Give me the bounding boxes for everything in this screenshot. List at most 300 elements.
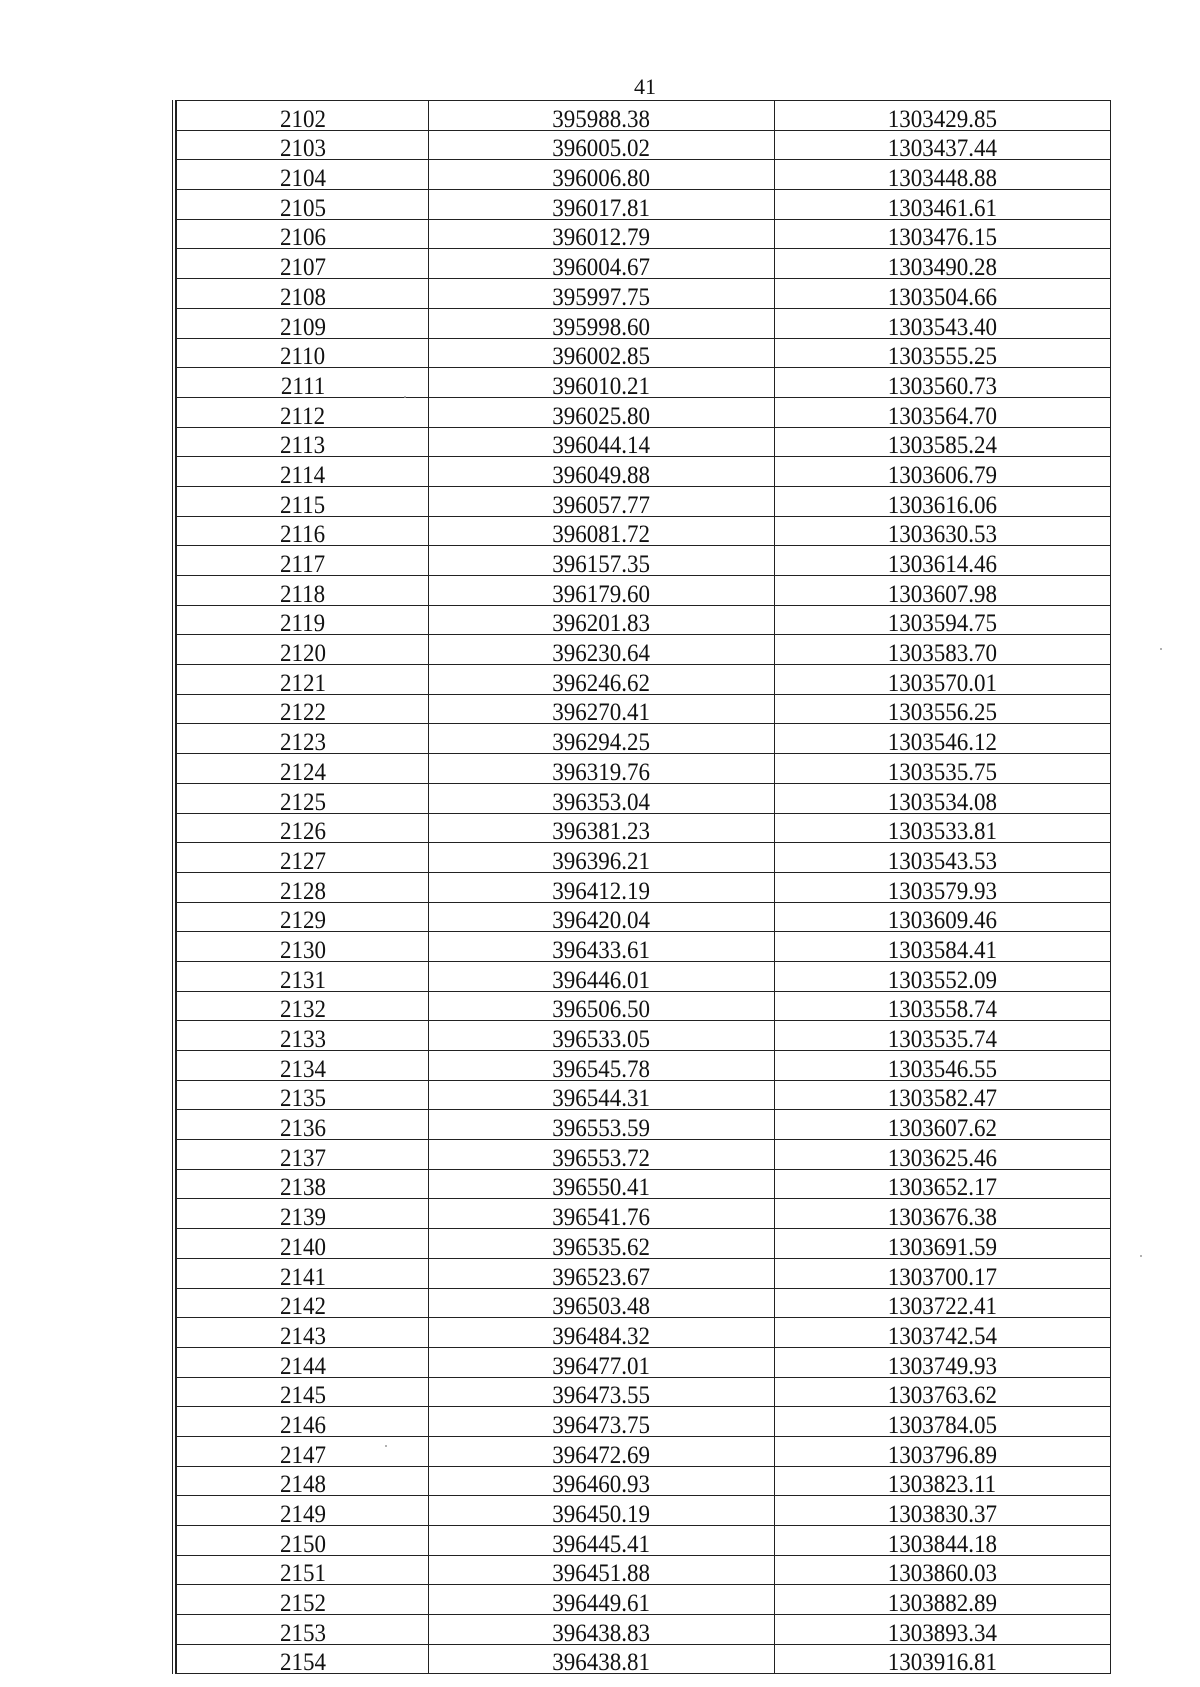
y-coordinate-cell-text: 1303652.17 bbox=[887, 1174, 997, 1199]
table-row bbox=[177, 101, 1111, 131]
y-coordinate-cell bbox=[774, 1466, 1110, 1496]
point-number-cell bbox=[177, 1526, 429, 1556]
scan-speck bbox=[404, 396, 406, 398]
x-coordinate-cell bbox=[429, 872, 775, 902]
y-coordinate-cell-text: 1303558.74 bbox=[887, 996, 997, 1021]
x-coordinate-cell bbox=[429, 605, 775, 635]
point-number-cell bbox=[177, 1555, 429, 1585]
y-coordinate-cell-text: 1303609.46 bbox=[887, 907, 997, 932]
point-number-cell-text: 2120 bbox=[279, 640, 326, 665]
point-number-cell-text: 2142 bbox=[279, 1293, 326, 1318]
x-coordinate-cell-text: 396230.64 bbox=[552, 640, 651, 665]
point-number-cell bbox=[177, 338, 429, 368]
x-coordinate-cell-text: 396057.77 bbox=[552, 491, 651, 517]
y-coordinate-cell bbox=[774, 546, 1110, 576]
table-row bbox=[177, 279, 1111, 309]
y-coordinate-cell-text: 1303630.53 bbox=[887, 521, 997, 546]
y-coordinate-cell bbox=[774, 1347, 1110, 1377]
y-coordinate-cell bbox=[774, 1407, 1110, 1437]
table-row bbox=[177, 1258, 1111, 1288]
point-number-cell bbox=[177, 783, 429, 813]
table-row bbox=[177, 1140, 1111, 1170]
table-row bbox=[177, 843, 1111, 873]
table-row bbox=[177, 546, 1111, 576]
y-coordinate-cell bbox=[774, 190, 1110, 220]
point-number-cell bbox=[177, 1436, 429, 1466]
point-number-cell-text: 2116 bbox=[280, 521, 326, 546]
point-number-cell-text: 2115 bbox=[280, 491, 326, 517]
y-coordinate-cell bbox=[774, 1229, 1110, 1259]
point-number-cell-text: 2152 bbox=[279, 1590, 326, 1615]
table-row bbox=[177, 1169, 1111, 1199]
table-row bbox=[177, 308, 1111, 338]
x-coordinate-cell bbox=[429, 635, 775, 665]
y-coordinate-cell bbox=[774, 872, 1110, 902]
x-coordinate-cell bbox=[429, 546, 775, 576]
point-number-cell bbox=[177, 101, 429, 131]
point-number-cell-text: 2107 bbox=[279, 254, 326, 279]
x-coordinate-cell bbox=[429, 724, 775, 754]
y-coordinate-cell bbox=[774, 1199, 1110, 1229]
x-coordinate-cell-text: 396472.69 bbox=[552, 1441, 651, 1467]
point-number-cell-text: 2123 bbox=[279, 729, 326, 754]
x-coordinate-cell-text: 396157.35 bbox=[552, 551, 651, 576]
x-coordinate-cell-text: 396353.04 bbox=[552, 788, 651, 813]
x-coordinate-cell-text: 396081.72 bbox=[552, 521, 651, 546]
y-coordinate-cell-text: 1303676.38 bbox=[887, 1204, 997, 1229]
point-number-cell bbox=[177, 576, 429, 606]
table-row bbox=[177, 991, 1111, 1021]
point-number-cell bbox=[177, 605, 429, 635]
y-coordinate-cell bbox=[774, 1555, 1110, 1585]
table-row bbox=[177, 1555, 1111, 1585]
y-coordinate-cell bbox=[774, 1169, 1110, 1199]
x-coordinate-cell bbox=[429, 368, 775, 398]
y-coordinate-cell-text: 1303543.40 bbox=[887, 313, 997, 338]
x-coordinate-cell-text: 396420.04 bbox=[552, 907, 651, 932]
y-coordinate-cell-text: 1303490.28 bbox=[887, 254, 997, 279]
x-coordinate-cell-text: 396319.76 bbox=[552, 758, 651, 784]
x-coordinate-cell-text: 396460.93 bbox=[552, 1471, 651, 1496]
x-coordinate-cell-text: 396004.67 bbox=[552, 254, 651, 279]
x-coordinate-cell-text: 396533.05 bbox=[552, 1026, 651, 1051]
x-coordinate-cell bbox=[429, 1496, 775, 1526]
point-number-cell bbox=[177, 1199, 429, 1229]
point-number-cell bbox=[177, 813, 429, 843]
y-coordinate-cell-text: 1303535.74 bbox=[887, 1026, 997, 1051]
x-coordinate-cell bbox=[429, 1377, 775, 1407]
y-coordinate-cell-text: 1303555.25 bbox=[887, 343, 997, 368]
table-row bbox=[177, 694, 1111, 724]
y-coordinate-cell-text: 1303543.53 bbox=[887, 847, 997, 873]
y-coordinate-cell-text: 1303742.54 bbox=[887, 1322, 997, 1348]
table-row bbox=[177, 486, 1111, 516]
point-number-cell-text: 2124 bbox=[279, 758, 326, 784]
y-coordinate-cell-text: 1303700.17 bbox=[887, 1263, 997, 1288]
point-number-cell bbox=[177, 872, 429, 902]
y-coordinate-cell-text: 1303606.79 bbox=[887, 461, 997, 487]
x-coordinate-cell bbox=[429, 338, 775, 368]
x-coordinate-cell bbox=[429, 1466, 775, 1496]
table-row bbox=[177, 1347, 1111, 1377]
point-number-cell-text: 2137 bbox=[279, 1144, 326, 1170]
point-number-cell bbox=[177, 546, 429, 576]
point-number-cell-text: 2106 bbox=[279, 224, 326, 249]
x-coordinate-cell-text: 396433.61 bbox=[552, 936, 651, 962]
table-row bbox=[177, 427, 1111, 457]
y-coordinate-cell-text: 1303560.73 bbox=[887, 372, 997, 398]
y-coordinate-cell bbox=[774, 249, 1110, 279]
point-number-cell bbox=[177, 486, 429, 516]
x-coordinate-cell-text: 396523.67 bbox=[552, 1263, 651, 1288]
point-number-cell-text: 2144 bbox=[279, 1352, 326, 1378]
y-coordinate-cell bbox=[774, 961, 1110, 991]
y-coordinate-cell-text: 1303533.81 bbox=[887, 818, 997, 843]
point-number-cell bbox=[177, 1347, 429, 1377]
y-coordinate-cell-text: 1303583.70 bbox=[887, 640, 997, 665]
x-coordinate-cell bbox=[429, 1615, 775, 1645]
y-coordinate-cell-text: 1303607.98 bbox=[887, 580, 997, 606]
y-coordinate-cell-text: 1303893.34 bbox=[887, 1619, 997, 1645]
coordinate-table bbox=[172, 100, 1111, 1674]
point-number-cell bbox=[177, 130, 429, 160]
x-coordinate-cell bbox=[429, 1169, 775, 1199]
point-number-cell bbox=[177, 160, 429, 190]
table-row bbox=[177, 338, 1111, 368]
x-coordinate-cell-text: 396438.81 bbox=[552, 1649, 651, 1674]
x-coordinate-cell-text: 396450.19 bbox=[552, 1501, 651, 1526]
y-coordinate-cell-text: 1303584.41 bbox=[887, 936, 997, 962]
x-coordinate-cell-text: 396550.41 bbox=[552, 1174, 651, 1199]
table-row bbox=[177, 724, 1111, 754]
point-number-cell bbox=[177, 308, 429, 338]
y-coordinate-cell-text: 1303796.89 bbox=[887, 1441, 997, 1467]
point-number-cell bbox=[177, 1258, 429, 1288]
x-coordinate-cell bbox=[429, 1407, 775, 1437]
table-row bbox=[177, 397, 1111, 427]
y-coordinate-cell bbox=[774, 576, 1110, 606]
scan-speck bbox=[1140, 1255, 1142, 1257]
point-number-cell bbox=[177, 219, 429, 249]
point-number-cell bbox=[177, 991, 429, 1021]
point-number-cell bbox=[177, 1466, 429, 1496]
point-number-cell-text: 2150 bbox=[279, 1530, 326, 1556]
point-number-cell bbox=[177, 1080, 429, 1110]
y-coordinate-cell bbox=[774, 665, 1110, 695]
point-number-cell bbox=[177, 1407, 429, 1437]
table-row bbox=[177, 1436, 1111, 1466]
table-row bbox=[177, 1110, 1111, 1140]
table-row bbox=[177, 932, 1111, 962]
point-number-cell-text: 2154 bbox=[279, 1649, 326, 1674]
point-number-cell bbox=[177, 397, 429, 427]
x-coordinate-cell bbox=[429, 754, 775, 784]
point-number-cell bbox=[177, 1140, 429, 1170]
y-coordinate-cell bbox=[774, 160, 1110, 190]
point-number-cell bbox=[177, 1585, 429, 1615]
table-row bbox=[177, 1615, 1111, 1645]
y-coordinate-cell bbox=[774, 1110, 1110, 1140]
table-row bbox=[177, 576, 1111, 606]
x-coordinate-cell-text: 396438.83 bbox=[552, 1619, 651, 1645]
point-number-cell-text: 2140 bbox=[279, 1233, 326, 1259]
x-coordinate-cell bbox=[429, 1318, 775, 1348]
x-coordinate-cell bbox=[429, 1199, 775, 1229]
x-coordinate-cell bbox=[429, 308, 775, 338]
point-number-cell-text: 2119 bbox=[280, 610, 326, 635]
table-row bbox=[177, 872, 1111, 902]
point-number-cell-text: 2112 bbox=[280, 402, 326, 428]
point-number-cell bbox=[177, 1615, 429, 1645]
y-coordinate-cell bbox=[774, 1021, 1110, 1051]
point-number-cell-text: 2147 bbox=[279, 1441, 326, 1467]
point-number-cell bbox=[177, 1229, 429, 1259]
x-coordinate-cell bbox=[429, 1110, 775, 1140]
point-number-cell bbox=[177, 754, 429, 784]
x-coordinate-cell-text: 396025.80 bbox=[552, 402, 651, 428]
point-number-cell-text: 2128 bbox=[279, 877, 326, 903]
x-coordinate-cell bbox=[429, 427, 775, 457]
x-coordinate-cell bbox=[429, 249, 775, 279]
point-number-cell bbox=[177, 1318, 429, 1348]
x-coordinate-cell-text: 396473.75 bbox=[552, 1411, 651, 1437]
point-number-cell-text: 2125 bbox=[279, 788, 326, 813]
y-coordinate-cell bbox=[774, 1377, 1110, 1407]
table-row bbox=[177, 1021, 1111, 1051]
table-row bbox=[177, 1080, 1111, 1110]
y-coordinate-cell-text: 1303570.01 bbox=[887, 669, 997, 695]
table-row bbox=[177, 516, 1111, 546]
y-coordinate-cell-text: 1303784.05 bbox=[887, 1411, 997, 1437]
x-coordinate-cell-text: 396535.62 bbox=[552, 1233, 651, 1259]
table-row bbox=[177, 813, 1111, 843]
x-coordinate-cell bbox=[429, 1585, 775, 1615]
x-coordinate-cell bbox=[429, 813, 775, 843]
x-coordinate-cell-text: 396381.23 bbox=[552, 818, 651, 843]
x-coordinate-cell-text: 396005.02 bbox=[552, 135, 651, 160]
x-coordinate-cell-text: 396270.41 bbox=[552, 699, 651, 724]
table-row bbox=[177, 1466, 1111, 1496]
y-coordinate-cell-text: 1303429.85 bbox=[887, 105, 997, 131]
y-coordinate-cell bbox=[774, 101, 1110, 131]
table-row bbox=[177, 457, 1111, 487]
y-coordinate-cell-text: 1303916.81 bbox=[887, 1649, 997, 1674]
point-number-cell-text: 2139 bbox=[279, 1204, 326, 1229]
x-coordinate-cell-text: 395998.60 bbox=[552, 313, 651, 338]
point-number-cell-text: 2102 bbox=[279, 105, 326, 131]
point-number-cell-text: 2141 bbox=[279, 1263, 326, 1288]
x-coordinate-cell-text: 396412.19 bbox=[552, 877, 651, 903]
point-number-cell bbox=[177, 1377, 429, 1407]
x-coordinate-cell-text: 396201.83 bbox=[552, 610, 651, 635]
y-coordinate-cell-text: 1303585.24 bbox=[887, 432, 997, 457]
point-number-cell-text: 2153 bbox=[279, 1619, 326, 1645]
table-row bbox=[177, 902, 1111, 932]
page-number: 41 bbox=[634, 74, 656, 99]
point-number-cell bbox=[177, 1496, 429, 1526]
point-number-cell bbox=[177, 932, 429, 962]
y-coordinate-cell bbox=[774, 932, 1110, 962]
y-coordinate-cell-text: 1303594.75 bbox=[887, 610, 997, 635]
y-coordinate-cell-text: 1303437.44 bbox=[887, 135, 997, 160]
point-number-cell-text: 2118 bbox=[280, 580, 326, 606]
y-coordinate-cell bbox=[774, 635, 1110, 665]
x-coordinate-cell bbox=[429, 902, 775, 932]
y-coordinate-cell bbox=[774, 486, 1110, 516]
x-coordinate-cell-text: 396484.32 bbox=[552, 1322, 651, 1348]
y-coordinate-cell-text: 1303607.62 bbox=[887, 1115, 997, 1140]
x-coordinate-cell-text: 396044.14 bbox=[552, 432, 651, 457]
x-coordinate-cell bbox=[429, 1080, 775, 1110]
table-row bbox=[177, 783, 1111, 813]
y-coordinate-cell bbox=[774, 991, 1110, 1021]
point-number-cell-text: 2151 bbox=[279, 1560, 326, 1585]
x-coordinate-cell bbox=[429, 1021, 775, 1051]
y-coordinate-cell bbox=[774, 516, 1110, 546]
point-number-cell-text: 2131 bbox=[279, 966, 326, 992]
y-coordinate-cell bbox=[774, 338, 1110, 368]
point-number-cell bbox=[177, 279, 429, 309]
y-coordinate-cell bbox=[774, 1140, 1110, 1170]
y-coordinate-cell bbox=[774, 457, 1110, 487]
y-coordinate-cell-text: 1303882.89 bbox=[887, 1590, 997, 1615]
y-coordinate-cell bbox=[774, 1051, 1110, 1081]
x-coordinate-cell-text: 396396.21 bbox=[552, 847, 651, 873]
x-coordinate-cell bbox=[429, 1644, 775, 1674]
point-number-cell bbox=[177, 665, 429, 695]
x-coordinate-cell-text: 396445.41 bbox=[552, 1530, 651, 1556]
table-row bbox=[177, 665, 1111, 695]
y-coordinate-cell bbox=[774, 605, 1110, 635]
table-row bbox=[177, 1199, 1111, 1229]
x-coordinate-cell bbox=[429, 1436, 775, 1466]
x-coordinate-cell-text: 396006.80 bbox=[552, 165, 651, 190]
table-row bbox=[177, 605, 1111, 635]
x-coordinate-cell-text: 396451.88 bbox=[552, 1560, 651, 1585]
x-coordinate-cell-text: 395997.75 bbox=[552, 283, 651, 309]
x-coordinate-cell bbox=[429, 516, 775, 546]
point-number-cell bbox=[177, 1288, 429, 1318]
y-coordinate-cell bbox=[774, 1644, 1110, 1674]
x-coordinate-cell bbox=[429, 576, 775, 606]
point-number-cell-text: 2134 bbox=[279, 1055, 326, 1081]
x-coordinate-cell-text: 396545.78 bbox=[552, 1055, 651, 1081]
x-coordinate-cell-text: 396553.72 bbox=[552, 1144, 651, 1170]
point-number-cell bbox=[177, 368, 429, 398]
x-coordinate-cell bbox=[429, 486, 775, 516]
point-number-cell-text: 2129 bbox=[279, 907, 326, 932]
table-row bbox=[177, 1585, 1111, 1615]
x-coordinate-cell bbox=[429, 694, 775, 724]
point-number-cell bbox=[177, 902, 429, 932]
point-number-cell-text: 2111 bbox=[280, 372, 325, 398]
y-coordinate-cell-text: 1303749.93 bbox=[887, 1352, 997, 1378]
point-number-cell-text: 2110 bbox=[280, 343, 326, 368]
x-coordinate-cell-text: 396449.61 bbox=[552, 1590, 651, 1615]
point-number-cell-text: 2132 bbox=[279, 996, 326, 1021]
table-row bbox=[177, 1644, 1111, 1674]
y-coordinate-cell bbox=[774, 1436, 1110, 1466]
y-coordinate-cell bbox=[774, 130, 1110, 160]
x-coordinate-cell-text: 396179.60 bbox=[552, 580, 651, 606]
table-row bbox=[177, 249, 1111, 279]
y-coordinate-cell bbox=[774, 1258, 1110, 1288]
scan-speck bbox=[385, 1445, 387, 1447]
x-coordinate-cell bbox=[429, 991, 775, 1021]
table-row bbox=[177, 1318, 1111, 1348]
point-number-cell-text: 2103 bbox=[279, 135, 326, 160]
x-coordinate-cell-text: 396294.25 bbox=[552, 729, 651, 754]
x-coordinate-cell-text: 396477.01 bbox=[552, 1352, 651, 1378]
table-row bbox=[177, 1526, 1111, 1556]
y-coordinate-cell bbox=[774, 843, 1110, 873]
point-number-cell bbox=[177, 961, 429, 991]
y-coordinate-cell-text: 1303461.61 bbox=[887, 194, 997, 220]
y-coordinate-cell-text: 1303552.09 bbox=[887, 966, 997, 992]
x-coordinate-cell-text: 395988.38 bbox=[552, 105, 651, 131]
point-number-cell-text: 2109 bbox=[279, 313, 326, 338]
y-coordinate-cell-text: 1303844.18 bbox=[887, 1530, 997, 1556]
y-coordinate-cell-text: 1303722.41 bbox=[887, 1293, 997, 1318]
y-coordinate-cell-text: 1303476.15 bbox=[887, 224, 997, 249]
point-number-cell-text: 2127 bbox=[279, 847, 326, 873]
point-number-cell bbox=[177, 694, 429, 724]
y-coordinate-cell bbox=[774, 427, 1110, 457]
table-row bbox=[177, 1051, 1111, 1081]
y-coordinate-cell-text: 1303763.62 bbox=[887, 1382, 997, 1407]
y-coordinate-cell-text: 1303830.37 bbox=[887, 1501, 997, 1526]
y-coordinate-cell-text: 1303535.75 bbox=[887, 758, 997, 784]
y-coordinate-cell-text: 1303546.12 bbox=[887, 729, 997, 754]
x-coordinate-cell-text: 396049.88 bbox=[552, 461, 651, 487]
point-number-cell-text: 2148 bbox=[279, 1471, 326, 1496]
y-coordinate-cell bbox=[774, 219, 1110, 249]
point-number-cell-text: 2122 bbox=[279, 699, 326, 724]
table-row bbox=[177, 190, 1111, 220]
point-number-cell-text: 2146 bbox=[279, 1411, 326, 1437]
x-coordinate-cell bbox=[429, 843, 775, 873]
x-coordinate-cell bbox=[429, 1555, 775, 1585]
x-coordinate-cell-text: 396503.48 bbox=[552, 1293, 651, 1318]
x-coordinate-cell bbox=[429, 932, 775, 962]
table-row bbox=[177, 160, 1111, 190]
point-number-cell bbox=[177, 190, 429, 220]
point-number-cell-text: 2135 bbox=[279, 1085, 326, 1110]
point-number-cell bbox=[177, 427, 429, 457]
point-number-cell bbox=[177, 1021, 429, 1051]
point-number-cell bbox=[177, 516, 429, 546]
point-number-cell-text: 2104 bbox=[279, 165, 326, 190]
y-coordinate-cell bbox=[774, 308, 1110, 338]
point-number-cell bbox=[177, 249, 429, 279]
point-number-cell-text: 2121 bbox=[279, 669, 326, 695]
y-coordinate-cell bbox=[774, 1496, 1110, 1526]
point-number-cell-text: 2149 bbox=[279, 1501, 326, 1526]
x-coordinate-cell bbox=[429, 783, 775, 813]
y-coordinate-cell-text: 1303579.93 bbox=[887, 877, 997, 903]
table-row bbox=[177, 1229, 1111, 1259]
table-row bbox=[177, 130, 1111, 160]
point-number-cell-text: 2143 bbox=[279, 1322, 326, 1348]
x-coordinate-cell bbox=[429, 1526, 775, 1556]
x-coordinate-cell bbox=[429, 190, 775, 220]
y-coordinate-cell-text: 1303504.66 bbox=[887, 283, 997, 309]
x-coordinate-cell-text: 396010.21 bbox=[552, 372, 651, 398]
x-coordinate-cell bbox=[429, 1051, 775, 1081]
y-coordinate-cell-text: 1303614.46 bbox=[887, 551, 997, 576]
x-coordinate-cell bbox=[429, 130, 775, 160]
point-number-cell-text: 2108 bbox=[279, 283, 326, 309]
